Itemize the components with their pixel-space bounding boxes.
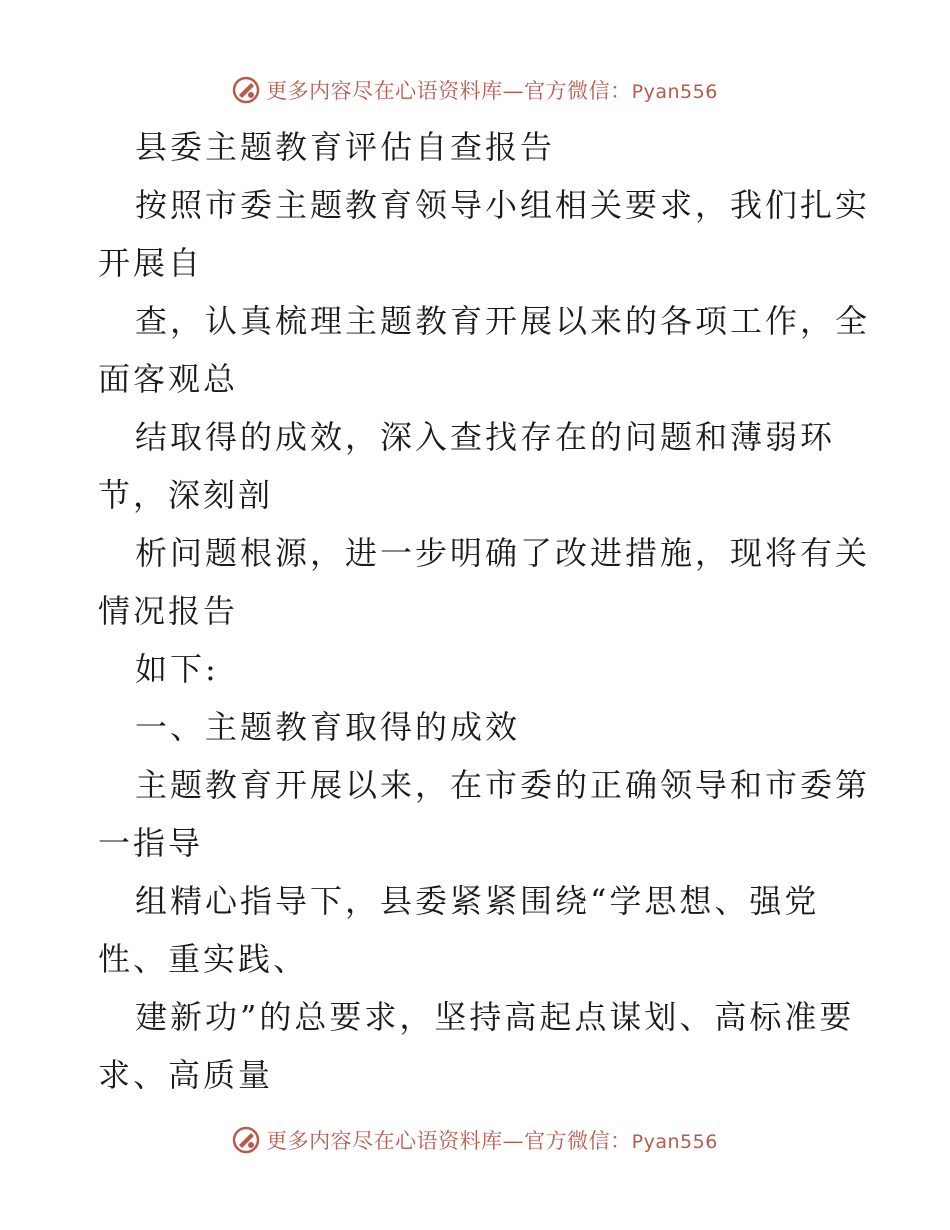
logo-icon: [232, 76, 260, 104]
footer-watermark: [0, 1122, 950, 1158]
logo-icon: [232, 1126, 260, 1154]
text-line: 一指导: [98, 824, 204, 862]
text-line: 组精心指导下，县委紧紧围绕“学思想、强党: [135, 882, 820, 920]
header-watermark: [0, 72, 950, 108]
text-line: 节，深刻剖: [98, 476, 274, 514]
text-line: 性、重实践、: [98, 940, 309, 978]
watermark-text: 更多内容尽在心语资料库—官方微信：Pyan556: [266, 1129, 718, 1153]
document-body: [98, 118, 871, 1104]
text-line: 按照市委主题教育领导小组相关要求，我们扎实: [135, 186, 871, 224]
text-line: 如下:: [135, 650, 219, 688]
text-line: 情况报告: [98, 592, 239, 630]
text-line: 查，认真梳理主题教育开展以来的各项工作，全: [135, 302, 871, 340]
watermark-id: Pyan556: [631, 1131, 718, 1153]
text-line: 求、高质量: [98, 1056, 274, 1094]
document-title: 县委主题教育评估自查报告: [135, 128, 556, 166]
section-heading: 一、主题教育取得的成效: [135, 708, 521, 746]
watermark-id: Pyan556: [631, 81, 718, 103]
watermark-text: 更多内容尽在心语资料库—官方微信：Pyan556: [266, 79, 718, 103]
text-line: 析问题根源，进一步明确了改进措施，现将有关: [135, 534, 871, 572]
text-line: 主题教育开展以来，在市委的正确领导和市委第: [135, 766, 871, 804]
text-line: 建新功”的总要求，坚持高起点谋划、高标准要: [135, 998, 855, 1036]
text-line: 结取得的成效，深入查找存在的问题和薄弱环: [135, 418, 836, 456]
text-line: 面客观总: [98, 360, 239, 398]
text-line: 开展自: [98, 244, 204, 282]
